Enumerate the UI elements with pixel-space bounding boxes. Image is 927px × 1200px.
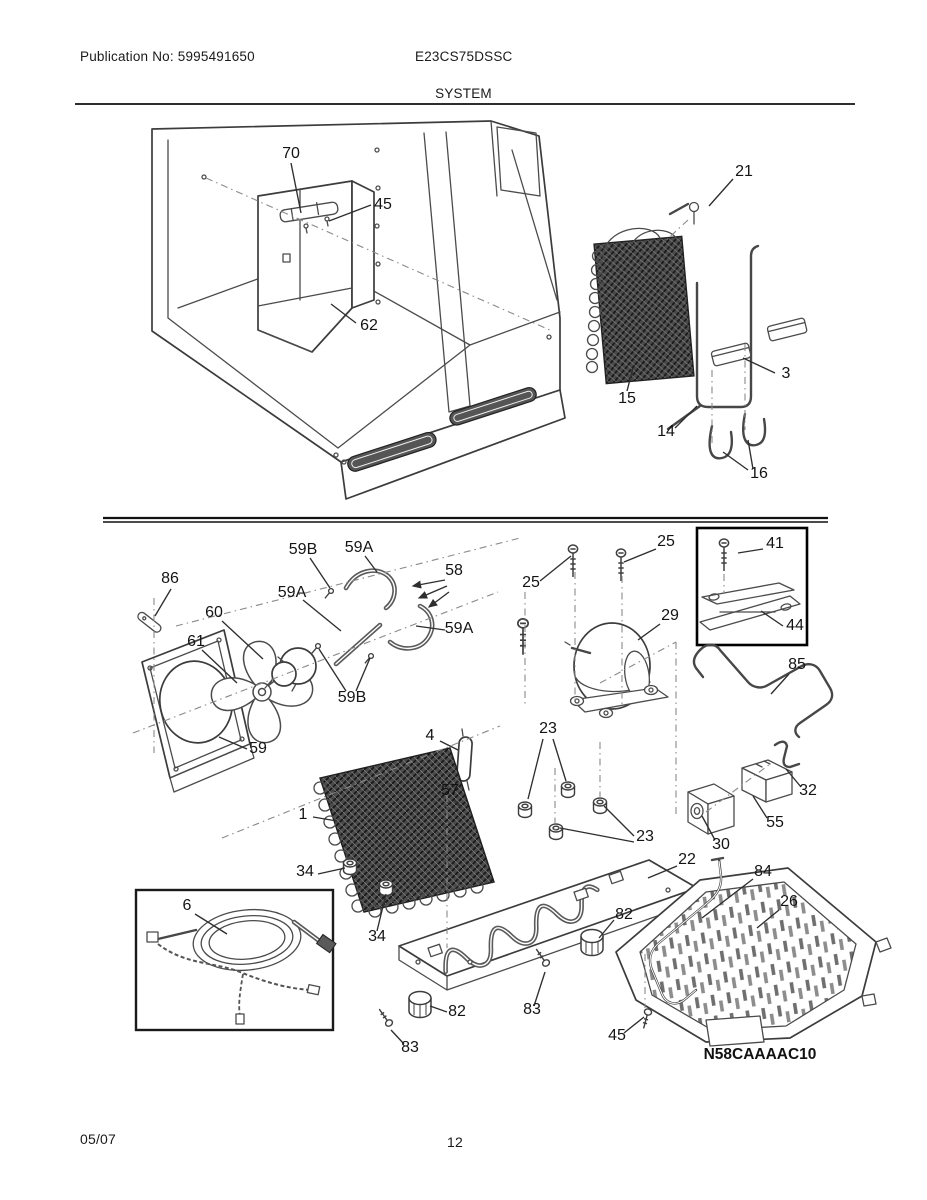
- fan-shroud-drawing: [142, 630, 254, 792]
- callout-59a: 59A: [277, 584, 307, 601]
- callout-25: 25: [522, 574, 540, 591]
- callout-59b: 59B: [288, 541, 318, 558]
- callout-23: 23: [636, 828, 654, 845]
- callout-25: 25: [657, 533, 675, 550]
- section-title: SYSTEM: [435, 86, 492, 101]
- leader-line: [430, 1006, 447, 1012]
- leader-line: [723, 452, 748, 470]
- callout-21: 21: [735, 163, 753, 180]
- leader-line: [675, 406, 697, 428]
- grommets-23-drawing: [519, 782, 607, 840]
- callout-30: 30: [712, 836, 730, 853]
- callout-61: 61: [187, 633, 205, 650]
- callout-14: 14: [657, 423, 675, 440]
- callout-62: 62: [360, 317, 378, 334]
- callout-34: 34: [368, 928, 386, 945]
- callout-23: 23: [539, 720, 557, 737]
- section-divider: [103, 518, 828, 522]
- callout-85: 85: [788, 656, 806, 673]
- condenser-coil-drawing: [587, 203, 699, 384]
- callout-45: 45: [608, 1027, 626, 1044]
- callout-29: 29: [661, 607, 679, 624]
- callout-82: 82: [615, 906, 633, 923]
- callout-60: 60: [205, 604, 223, 621]
- fridge-cabinet-drawing: [152, 121, 565, 499]
- callout-34: 34: [296, 863, 314, 880]
- bracket-86-drawing: [136, 611, 162, 634]
- model-number: E23CS75DSSC: [415, 49, 513, 64]
- callout-58: 58: [445, 562, 463, 579]
- callout-32: 32: [799, 782, 817, 799]
- leader-line: [310, 558, 330, 588]
- wire-harness-85-drawing: [694, 645, 832, 737]
- callout-83: 83: [401, 1039, 419, 1056]
- leader-line: [319, 649, 346, 691]
- callout-57: 57: [441, 782, 459, 799]
- callout-22: 22: [678, 851, 696, 868]
- leader-line: [560, 828, 634, 842]
- callout-70: 70: [282, 145, 300, 162]
- callout-83: 83: [523, 1001, 541, 1018]
- callout-84: 84: [754, 863, 772, 880]
- callout-16: 16: [750, 465, 768, 482]
- callout-41: 41: [766, 535, 784, 552]
- leader-line: [540, 556, 571, 581]
- callout-4: 4: [425, 727, 435, 744]
- leader-line: [624, 1017, 644, 1033]
- callout-44: 44: [786, 617, 804, 634]
- callout-86: 86: [161, 570, 179, 587]
- publication-number: Publication No: 5995491650: [80, 49, 255, 64]
- compressor-drawing: [518, 545, 668, 718]
- callout-59b: 59B: [337, 689, 367, 706]
- leader-line: [155, 589, 171, 616]
- footer-page-number: 12: [447, 1134, 463, 1150]
- leader-line: [356, 658, 370, 691]
- callout-82: 82: [448, 1003, 466, 1020]
- leader-line: [303, 600, 341, 631]
- callout-3: 3: [781, 365, 791, 382]
- assembly-code-label: N58CAAAAC10: [703, 1046, 817, 1063]
- callout-59: 59: [249, 740, 267, 757]
- callout-6: 6: [182, 897, 192, 914]
- leader-line: [638, 624, 660, 640]
- callout-59a: 59A: [444, 620, 474, 637]
- leader-arrow-line: [413, 580, 445, 586]
- callout-1: 1: [298, 806, 308, 823]
- leader-line: [743, 358, 775, 373]
- callout-26: 26: [780, 893, 798, 910]
- leader-line: [709, 179, 733, 206]
- footer-date-code: 05/07: [80, 1131, 117, 1147]
- leader-line: [599, 920, 614, 938]
- leader-arrow-line: [429, 592, 449, 607]
- water-tube-inset-box: [136, 890, 336, 1030]
- leader-line: [604, 806, 634, 836]
- callout-55: 55: [766, 814, 784, 831]
- leader-line: [528, 739, 543, 799]
- leader-line: [624, 549, 656, 562]
- callout-59a: 59A: [344, 539, 374, 556]
- callout-15: 15: [618, 390, 636, 407]
- callout-45: 45: [374, 196, 392, 213]
